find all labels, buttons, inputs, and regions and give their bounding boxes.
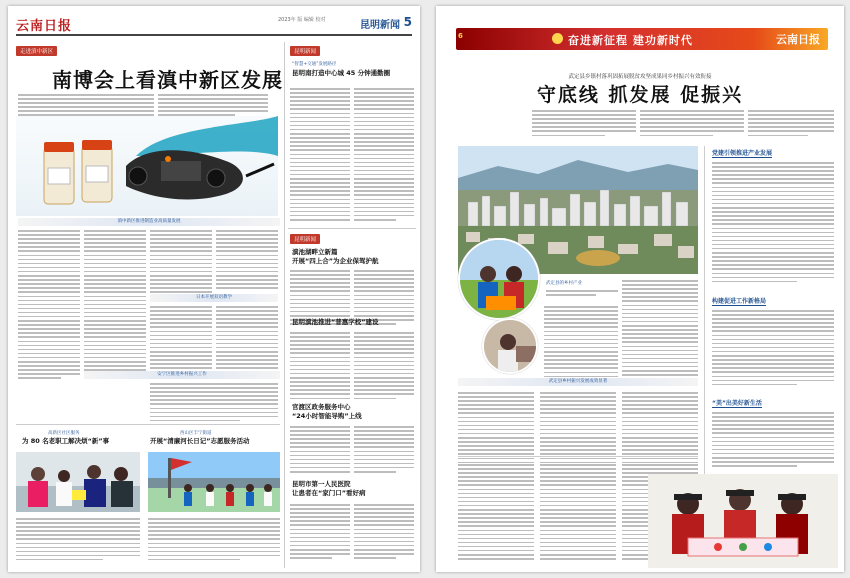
sidebar-subhead-1: 党建引领推进产业发展 [712, 150, 773, 157]
story-band-s3: 安宁区推进乡村振兴工作 [84, 371, 280, 379]
right-body-c [290, 426, 350, 475]
divider [16, 424, 280, 425]
body-col-f [458, 464, 534, 562]
body-col-g [540, 464, 616, 562]
bottom-left-photo [16, 452, 140, 512]
right-body-b [290, 332, 350, 402]
sidebar-subhead-3: “美”出美好新生活 [712, 400, 762, 407]
sidebar-body-2 [712, 310, 834, 388]
women-embroidery-photo [648, 474, 838, 568]
right-subhead-c: 官渡区政务服务中心 [292, 403, 351, 411]
page-number: 5 [403, 15, 412, 29]
right-body-d2 [354, 504, 414, 561]
right-lead-headline: 昆明南打造中心城 45 分钟通勤圈 [292, 69, 391, 77]
mid-band: 武定县乡村振兴发展成效显著 [458, 378, 698, 386]
lead-kicker: 武定县乡镇村落巩固拓展脱贫攻坚成果同乡村振兴有效衔接 [568, 74, 712, 80]
right-subhead-c2: “24小时智能导购”上线 [292, 412, 362, 420]
farmers-photo [460, 240, 540, 320]
newspaper-page-5 [8, 6, 420, 572]
body-col-c [458, 392, 534, 466]
body-col-3b [150, 306, 212, 372]
sidebar-subhead-2: 构建促进工作新格局 [712, 298, 767, 305]
body-col-4 [216, 230, 278, 291]
body-col-3 [150, 230, 212, 296]
page-header [16, 14, 412, 36]
intro-text-1 [532, 110, 636, 139]
sidebar-body-3 [712, 412, 834, 469]
right-body-1 [290, 88, 350, 223]
intro-text-2 [640, 110, 744, 139]
river-volunteers-photo [148, 452, 280, 512]
masthead-logo: 云南日报 [16, 19, 73, 34]
bottom-left-kicker: 高新区社区服务 [48, 431, 80, 436]
body-col-4b [216, 306, 278, 372]
column-rule [284, 42, 285, 568]
right-body-b2 [354, 332, 414, 402]
section-tag: 走进滇中新区 [16, 46, 57, 56]
right-kicker: “智慧+交通”发展路径 [292, 62, 337, 67]
masthead-logo: 云南日报 [776, 33, 820, 46]
divider [288, 228, 416, 229]
right-body-c2 [354, 426, 414, 475]
body-col-b [622, 280, 698, 382]
farmers-portrait-photo [458, 238, 540, 320]
party-emblem-icon [552, 33, 563, 44]
right-subhead-a: 滇池湖畔立新篇 [292, 248, 338, 256]
volunteers-photo [16, 452, 140, 512]
medical-device-photo [16, 116, 278, 216]
lead-body-text-2 [158, 94, 268, 119]
embroidery-photo [648, 474, 838, 568]
right-subhead-a2: 开展“四上合”为企业保驾护航 [292, 257, 379, 265]
bottom-mid-body [148, 518, 280, 563]
photo-caption: 武定县的乡村产业 [546, 281, 582, 286]
story-band-title: 滇中新区推进制造业高质量发展 [18, 218, 280, 226]
newspaper-page-6 [436, 6, 844, 572]
banner-title: 奋进新征程 建功新时代 [568, 34, 693, 47]
page-banner [456, 28, 828, 50]
body-col-d [540, 392, 616, 466]
section-name: 昆明新闻 [360, 20, 400, 31]
intro-text-3 [748, 110, 834, 139]
worker-portrait-photo [482, 318, 538, 374]
photo-caption-lines [546, 290, 618, 298]
right-subhead-d: 昆明市第一人民医院 [292, 480, 351, 488]
masthead-meta: 2023年 版 编辑 校对 [278, 17, 326, 23]
bottom-mid-headline: 开展“清廉河长日记”志愿服务活动 [150, 437, 250, 445]
page-number: 6 [458, 32, 463, 40]
sidebar-body-1 [712, 162, 834, 285]
right-body-2 [354, 88, 414, 223]
body-col-2 [84, 230, 146, 381]
right-subhead-d2: 让患者在“家门口”看好病 [292, 489, 366, 497]
lead-photo [16, 116, 278, 216]
right-subhead-b: 昆明滇池推进“普惠学校”建设 [292, 318, 379, 326]
right-section-tag-2: 昆明新闻 [290, 234, 320, 244]
body-col-e [622, 392, 698, 466]
bottom-left-headline: 为 80 名老职工解决烦“新”事 [22, 437, 110, 445]
bottom-mid-kicker: 西山区丰宁街道 [180, 431, 212, 436]
right-body-d [290, 504, 350, 561]
bottom-left-body [16, 518, 140, 563]
body-s3 [150, 383, 278, 424]
bottom-mid-photo [148, 452, 280, 512]
worker-photo [484, 320, 538, 374]
divider [458, 456, 698, 457]
right-section-tag: 昆明新闻 [290, 46, 320, 56]
body-col-1 [18, 230, 80, 381]
story-band-s2: 日本开展双语教学 [150, 294, 278, 302]
lead-headline: 守底线 抓发展 促振兴 [536, 84, 744, 106]
lead-headline: 南博会上看滇中新区发展 [52, 68, 283, 92]
body-col-a [544, 306, 618, 384]
